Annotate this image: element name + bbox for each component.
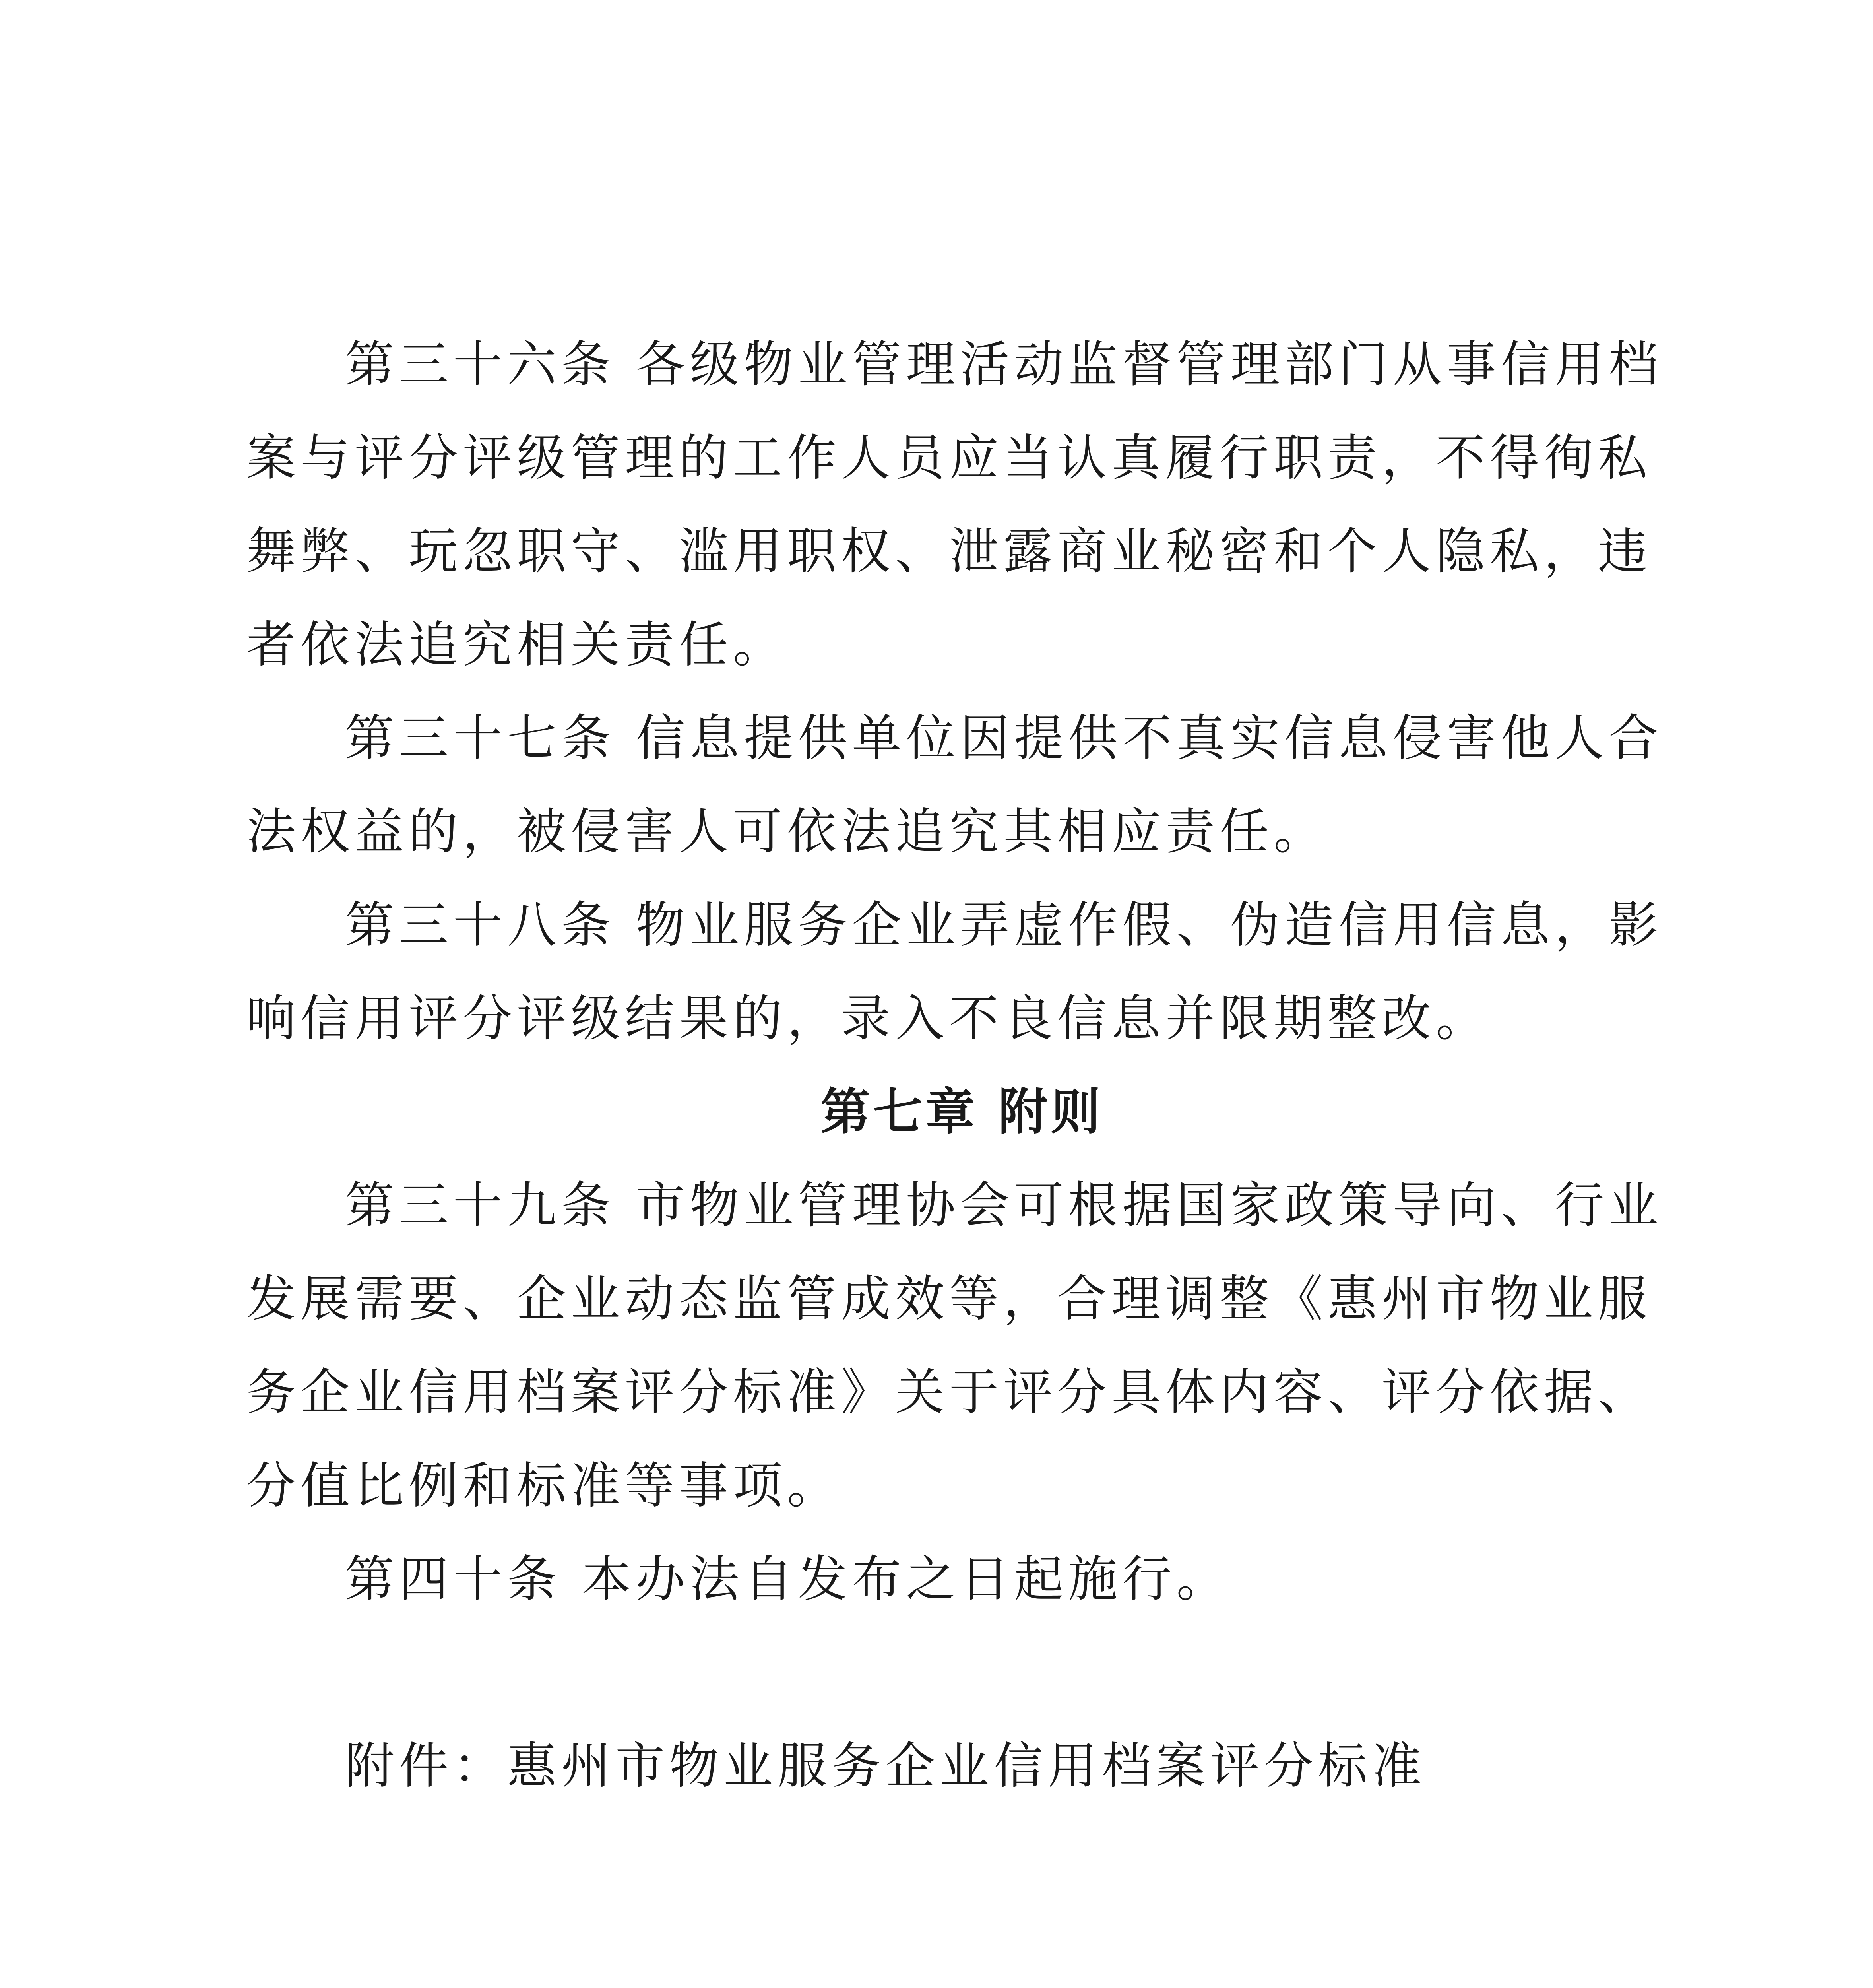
article-39: 第三十九条 市物业管理协会可根据国家政策导向、行业发展需要、企业动态监管成效等，合理调整《惠州市物业服务企业信用档案评分标准》关于评分具体内容、评分依据、分值比例和标准等事项。 <box>246 1177 1663 1514</box>
chapter-7-title: 第七章 附则 <box>820 1083 1103 1141</box>
article-36: 第三十六条 各级物业管理活动监督管理部门从事信用档案与评分评级管理的工作人员应当认真履行职责，不得徇私舞弊、玩忽职守、滥用职权、泄露商业秘密和个人隐私，违者依法追究相关责任。 <box>246 336 1663 674</box>
attachment-line: 附件：惠州市物业服务企业信用档案评分标准 <box>345 1738 1427 1795</box>
article-37: 第三十七条 信息提供单位因提供不真实信息侵害他人合法权益的，被侵害人可依法追究其相应责任。 <box>246 710 1663 860</box>
article-40: 第四十条 本办法自发布之日起施行。 <box>345 1551 1231 1608</box>
blank-line <box>246 1626 1677 1720</box>
article-38: 第三十八条 物业服务企业弄虚作假、伪造信用信息，影响信用评分评级结果的，录入不良信息并限期整改。 <box>246 897 1663 1047</box>
document-body <box>246 318 1677 1813</box>
